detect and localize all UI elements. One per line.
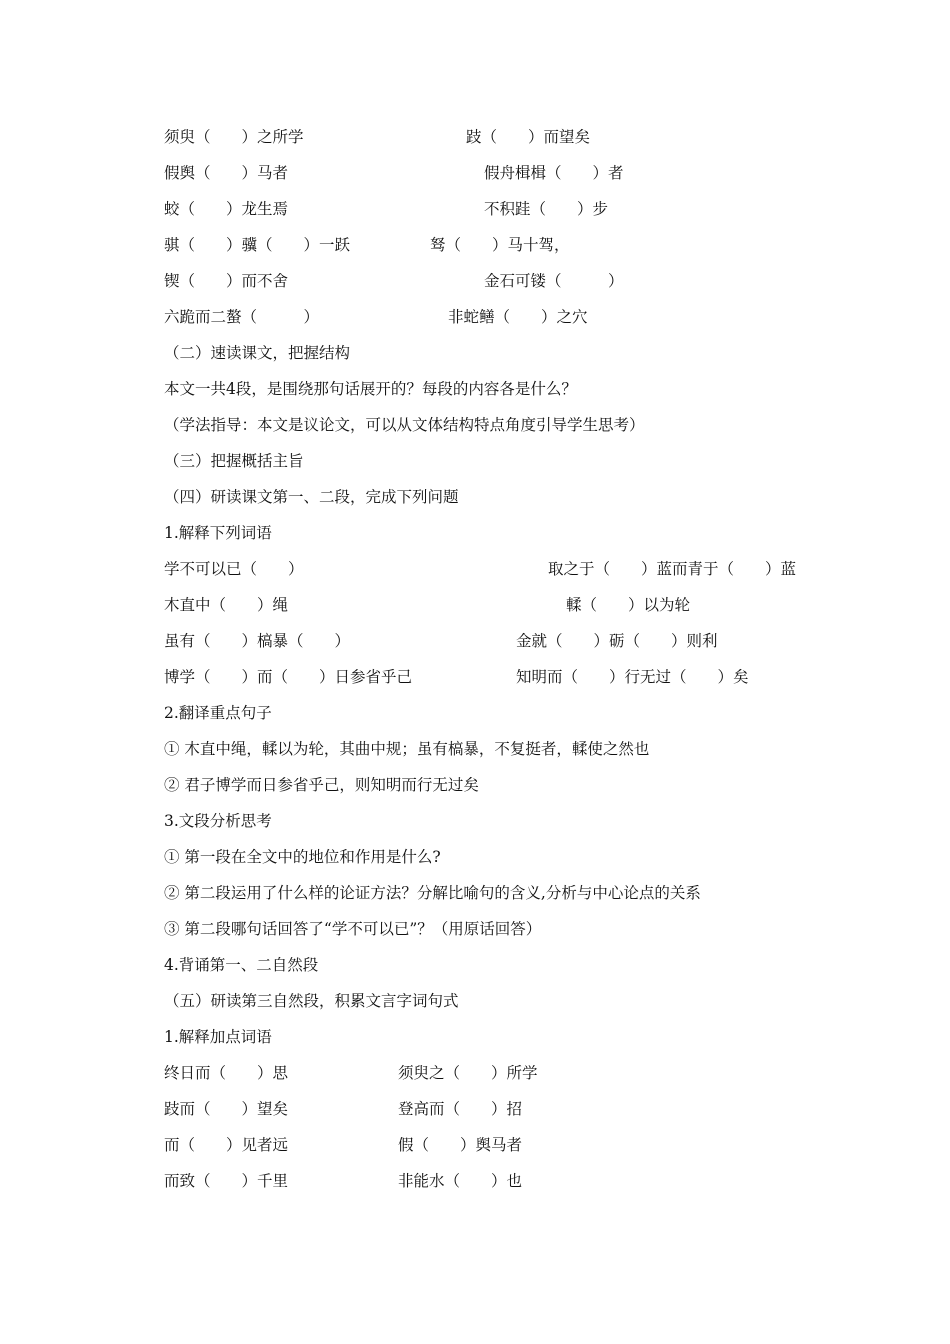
word-item: 取之于（ ）蓝而青于（ ）蓝: [548, 560, 797, 578]
word-item: 驽（ ）马十驾，: [430, 236, 570, 254]
word-item: 木直中（ ）绳: [164, 596, 289, 614]
section-heading: （四）研读课文第一、二段，完成下列问题: [164, 488, 459, 506]
analysis-item: ① 第一段在全文中的地位和作用是什么?: [164, 848, 441, 866]
word-item: 学不可以已（ ）: [164, 560, 304, 578]
word-item: 须臾（ ）之所学: [164, 128, 304, 146]
word-item: 锲（ ）而不舍: [164, 272, 289, 290]
word-item: 不积跬（ ）步: [484, 200, 609, 218]
word-item: 輮（ ）以为轮: [566, 596, 691, 614]
question-title: 1.解释下列词语: [164, 524, 272, 542]
question-text: 本文一共4段，是围绕那句话展开的？每段的内容各是什么？: [164, 380, 577, 398]
question-title: 1.解释加点词语: [164, 1028, 272, 1046]
word-item: 而（ ）见者远: [164, 1136, 289, 1154]
word-item: 六跪而二螯（ ）: [164, 308, 320, 326]
section-heading: （五）研读第三自然段，积累文言字词句式: [164, 992, 459, 1010]
word-item: 金就（ ）砺（ ）则利: [516, 632, 718, 650]
analysis-item: ② 第二段运用了什么样的论证方法？分解比喻句的含义,分析与中心论点的关系: [164, 884, 701, 902]
word-item: 终日而（ ）思: [164, 1064, 289, 1082]
sentence-item: ① 木直中绳，輮以为轮，其曲中规；虽有槁暴，不复挺者，輮使之然也: [164, 740, 650, 758]
word-item: 假（ ）舆马者: [398, 1136, 523, 1154]
word-item: 知明而（ ）行无过（ ）矣: [516, 668, 749, 686]
word-item: 假舟楫楫（ ）者: [484, 164, 624, 182]
section-heading: （二）速读课文，把握结构: [164, 344, 351, 362]
word-item: 虽有（ ）槁暴（ ）: [164, 632, 351, 650]
word-item: 金石可镂（ ）: [484, 272, 624, 290]
word-item: 假舆（ ）马者: [164, 164, 289, 182]
word-item: 骐（ ）骥（ ）一跃: [164, 236, 351, 254]
word-item: 非蛇鳝（ ）之穴: [448, 308, 588, 326]
section-heading: （三）把握概括主旨: [164, 452, 304, 470]
word-item: 非能水（ ）也: [398, 1172, 523, 1190]
word-item: 跂（ ）而望矣: [466, 128, 591, 146]
study-tip: （学法指导：本文是议论文，可以从文体结构特点角度引导学生思考）: [164, 416, 645, 434]
question-title: 2.翻译重点句子: [164, 704, 272, 722]
word-item: 蛟（ ）龙生焉: [164, 200, 289, 218]
question-title: 3.文段分析思考: [164, 812, 272, 830]
word-item: 登高而（ ）招: [398, 1100, 523, 1118]
question-title: 4.背诵第一、二自然段: [164, 956, 319, 974]
word-item: 须臾之（ ）所学: [398, 1064, 538, 1082]
word-item: 而致（ ）千里: [164, 1172, 289, 1190]
analysis-item: ③ 第二段哪句话回答了“学不可以已”？（用原话回答）: [164, 920, 542, 938]
sentence-item: ② 君子博学而日参省乎己，则知明而行无过矣: [164, 776, 479, 794]
word-item: 博学（ ）而（ ）日参省乎己: [164, 668, 413, 686]
word-item: 跂而（ ）望矣: [164, 1100, 289, 1118]
